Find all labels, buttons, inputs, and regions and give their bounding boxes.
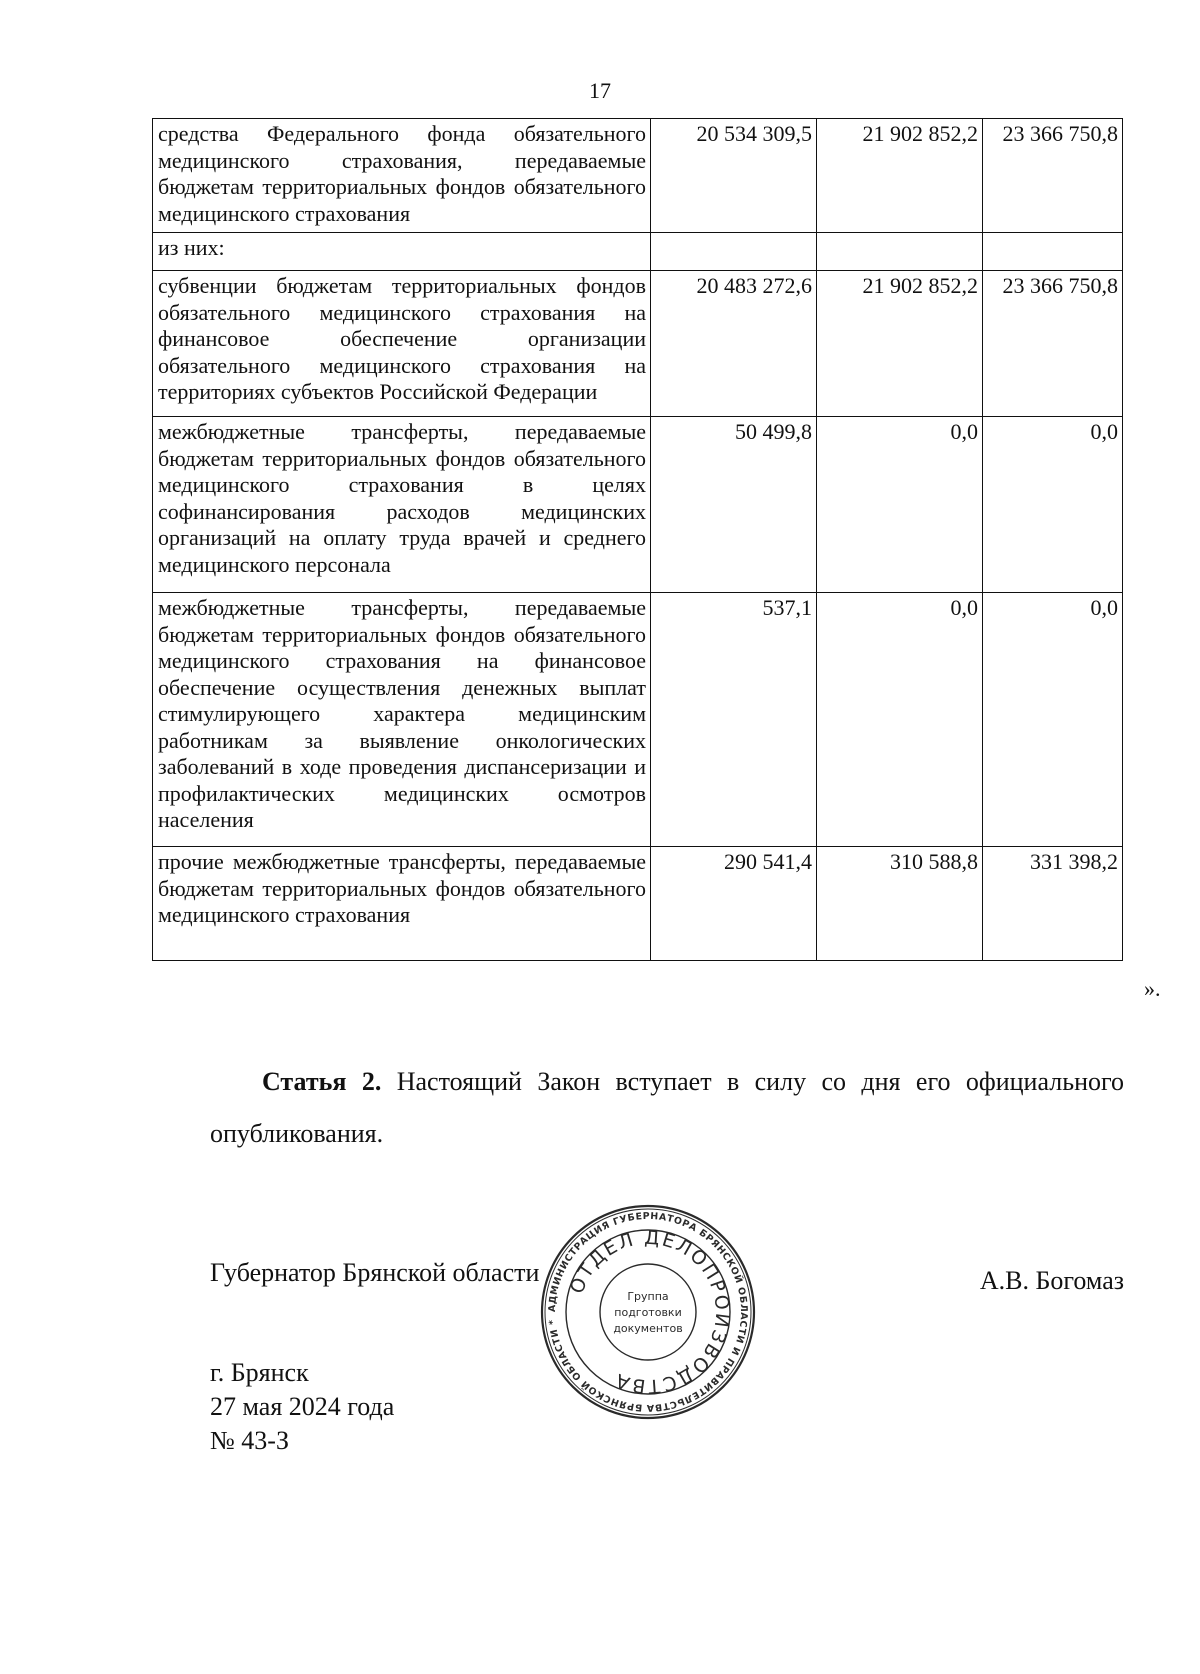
seal-center-line-1: Группа — [627, 1290, 669, 1303]
table-row — [153, 271, 1123, 417]
row-description: средства Федерального фонда обязательного медицинского страхования, передаваемые бюджетам территориальных фондов обязательного медицинского страхования — [153, 119, 651, 233]
row-value-year-1: 50 499,8 — [651, 417, 817, 593]
official-seal-stamp — [538, 1202, 758, 1422]
table-row — [153, 593, 1123, 847]
article-2-paragraph — [210, 1056, 1124, 1160]
table-row — [153, 417, 1123, 593]
row-value-year-2: 0,0 — [817, 417, 983, 593]
signing-city: г. Брянск — [210, 1358, 309, 1387]
row-value-year-2: 21 902 852,2 — [817, 119, 983, 233]
page-number: 17 — [589, 78, 611, 103]
article-text: Настоящий Закон вступает в силу со дня его официального опубликования. — [210, 1067, 1125, 1148]
row-description: из них: — [153, 233, 651, 271]
row-value-year-3: 331 398,2 — [983, 847, 1123, 961]
row-value-year-3: 0,0 — [983, 417, 1123, 593]
signing-date: 27 мая 2024 года — [210, 1392, 395, 1421]
row-description: субвенции бюджетам территориальных фондов обязательного медицинского страхования на финансовое обеспечение организации обязательного медицинского страхования на территориях субъектов Российской Федерации — [153, 271, 651, 417]
seal-inner-text-path: ОТДЕЛ ДЕЛОПРОИЗВОДСТВА — [565, 1226, 734, 1398]
row-description: межбюджетные трансферты, передаваемые бюджетам территориальных фондов обязательного медицинского страхования в целях софинансирования расходов медицинских организаций на оплату труда врачей и среднего медицинского персонала — [153, 417, 651, 593]
row-value-year-2 — [817, 233, 983, 271]
seal-center-line-3: документов — [613, 1322, 683, 1335]
signatory-title: Губернатор Брянской области — [210, 1258, 540, 1287]
row-description: межбюджетные трансферты, передаваемые бюджетам территориальных фондов обязательного медицинского страхования на финансовое обеспечение осуществления денежных выплат стимулирующего характера медицинским работникам за выявление онкологических заболеваний в ходе проведения диспансеризации и профилактических медицинских осмотров населения — [153, 593, 651, 847]
row-value-year-3: 0,0 — [983, 593, 1123, 847]
row-value-year-1 — [651, 233, 817, 271]
table-row — [153, 847, 1123, 961]
budget-table — [152, 118, 1123, 961]
row-value-year-1: 20 534 309,5 — [651, 119, 817, 233]
article-heading: Статья 2. — [262, 1067, 382, 1096]
row-value-year-1: 290 541,4 — [651, 847, 817, 961]
closing-quote: ». — [1144, 976, 1161, 1001]
law-number: № 43-З — [210, 1426, 289, 1455]
row-value-year-2: 0,0 — [817, 593, 983, 847]
row-value-year-1: 20 483 272,6 — [651, 271, 817, 417]
table-row — [153, 119, 1123, 233]
seal-center-line-2: подготовки — [614, 1306, 682, 1319]
row-value-year-2: 21 902 852,2 — [817, 271, 983, 417]
row-description: прочие межбюджетные трансферты, передаваемые бюджетам территориальных фондов обязательного медицинского страхования — [153, 847, 651, 961]
table-row — [153, 233, 1123, 271]
row-value-year-1: 537,1 — [651, 593, 817, 847]
row-value-year-3: 23 366 750,8 — [983, 271, 1123, 417]
row-value-year-2: 310 588,8 — [817, 847, 983, 961]
row-value-year-3: 23 366 750,8 — [983, 119, 1123, 233]
signing-details — [210, 1356, 394, 1458]
row-value-year-3 — [983, 233, 1123, 271]
seal-outer-text-path: АДМИНИСТРАЦИЯ ГУБЕРНАТОРА БРЯНСКОЙ ОБЛАСТИ И ПРАВИТЕЛЬСТВА БРЯНСКОЙ ОБЛАСТИ * — [546, 1210, 750, 1414]
signatory-name: А.В. Богомаз — [979, 1266, 1124, 1295]
